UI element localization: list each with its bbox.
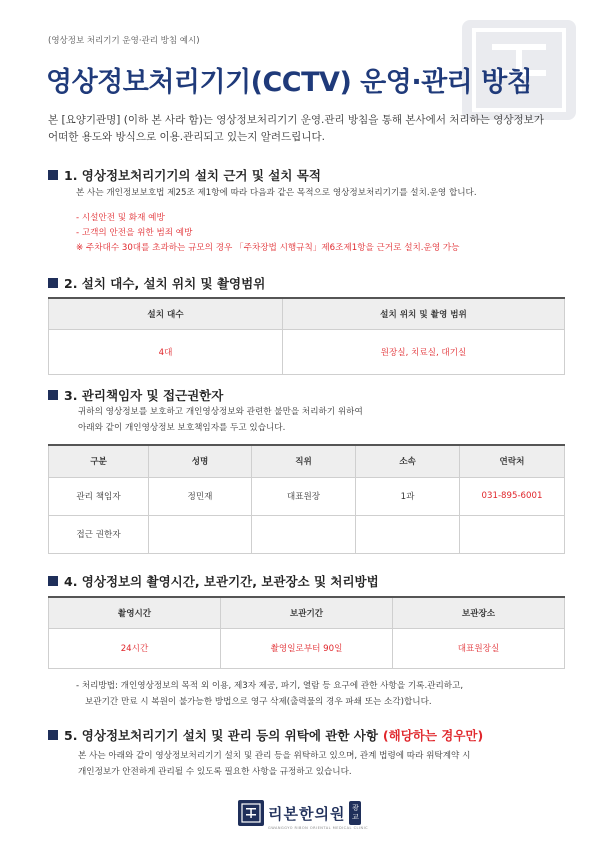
section-5-title-note: (해당하는 경우만) <box>382 728 484 743</box>
section-4-heading <box>48 572 379 590</box>
section-3-body-line-1: 귀하의 영상정보를 보호하고 개인영상정보와 관련한 불만을 처리하기 위하여 <box>78 407 363 417</box>
square-bullet-icon <box>48 278 58 288</box>
table-cell <box>460 515 565 553</box>
clinic-seal-icon <box>238 800 264 826</box>
list-item: - 시설안전 및 화재 예방 <box>76 213 165 223</box>
column-header: 소속 <box>356 445 460 477</box>
installation-table <box>48 297 565 375</box>
section-2-heading <box>48 274 265 292</box>
table-cell: 1과 <box>356 477 460 515</box>
column-header: 구분 <box>49 445 149 477</box>
column-header: 성명 <box>149 445 252 477</box>
table-cell: 정민재 <box>149 477 252 515</box>
section-1-body: 본 사는 개인정보보호법 제25조 제1항에 따라 다음과 같은 목적으로 영상정보처리기기를 설치.운영 합니다. <box>76 188 477 198</box>
intro-text <box>48 112 564 146</box>
table-cell: 4대 <box>49 329 283 374</box>
location-badge <box>349 801 361 825</box>
table-cell <box>252 515 356 553</box>
table-cell: 원장실, 치료실, 대기실 <box>283 329 565 374</box>
section-2-title: 2. 설치 대수, 설치 위치 및 촬영범위 <box>64 276 266 291</box>
column-header: 보관장소 <box>393 597 565 628</box>
top-note: (영상정보 처리기기 운영·관리 방침 예시) <box>48 36 200 46</box>
table-cell: 촬영일로부터 90일 <box>221 628 393 668</box>
clinic-logo <box>238 800 361 826</box>
section-4-note-line-2: 보관기간 만료 시 복원이 불가능한 방법으로 영구 삭제(출력물의 경우 파쇄 또는 소각)합니다. <box>85 697 432 707</box>
table-cell <box>356 515 460 553</box>
table-cell: 관리 책임자 <box>49 477 149 515</box>
column-header: 설치 대수 <box>49 298 283 329</box>
page-title: 영상정보처리기기(CCTV) 운영·관리 방침 <box>46 67 533 98</box>
clinic-name: 리본한의원 <box>268 804 346 823</box>
column-header: 보관기간 <box>221 597 393 628</box>
section-5-heading <box>48 726 483 744</box>
section-5-title: 5. 영상정보처리기기 설치 및 관리 등의 위탁에 관한 사항 <box>64 728 378 743</box>
table-cell: 24시간 <box>49 628 221 668</box>
table-row <box>49 477 565 515</box>
square-bullet-icon <box>48 170 58 180</box>
section-4-note-line-1: - 처리방법: 개인영상정보의 목적 외 이용, 제3자 제공, 파기, 열람 등 요구에 관한 사항을 기록.관리하고, <box>76 681 464 691</box>
section-3-title: 3. 관리책임자 및 접근권한자 <box>64 388 224 403</box>
section-4-title: 4. 영상정보의 촬영시간, 보관기간, 보관장소 및 처리방법 <box>64 574 379 589</box>
table-cell: 031-895-6001 <box>460 477 565 515</box>
table-row <box>49 628 565 668</box>
clinic-english-name: GWANGGYO RIBON ORIENTAL MEDICAL CLINIC <box>268 826 369 830</box>
square-bullet-icon <box>48 576 58 586</box>
list-item: - 고객의 안전을 위한 범죄 예방 <box>76 228 193 238</box>
section-3-body <box>78 404 363 436</box>
table-cell: 대표원장실 <box>393 628 565 668</box>
square-bullet-icon <box>48 730 58 740</box>
section-1-list <box>76 211 459 256</box>
intro-line-2: 어떠한 용도와 방식으로 이용.관리되고 있는지 알려드립니다. <box>48 131 325 143</box>
section-3-heading <box>48 386 223 404</box>
section-5-body-line-1: 본 사는 아래와 같이 영상정보처리기기 설치 및 관리 등을 위탁하고 있으며, 관계 법령에 따라 위탁계약 시 <box>78 751 471 761</box>
column-header: 촬영시간 <box>49 597 221 628</box>
badge-top-char: 광 <box>352 804 359 812</box>
column-header: 연락처 <box>460 445 565 477</box>
list-item: ※ 주차대수 30대를 초과하는 규모의 경우 「주차장법 시행규칙」제6조제1항을 근거로 설치.운영 가능 <box>76 243 460 253</box>
section-1-heading <box>48 166 321 184</box>
table-header-row <box>49 445 565 477</box>
section-1-title: 1. 영상정보처리기기의 설치 근거 및 설치 목적 <box>64 168 321 183</box>
column-header: 설치 위치 및 촬영 범위 <box>283 298 565 329</box>
table-cell: 접근 권한자 <box>49 515 149 553</box>
table-header-row <box>49 597 565 628</box>
badge-bottom-char: 교 <box>352 813 359 821</box>
table-cell <box>149 515 252 553</box>
intro-line-1: 본 [요양기관명] (이하 본 사라 함)는 영상정보처리기기 운영.관리 방침을 통해 본사에서 처리하는 영상정보가 <box>48 114 544 126</box>
section-5-body <box>78 748 470 780</box>
table-cell: 대표원장 <box>252 477 356 515</box>
manager-table <box>48 444 565 554</box>
square-bullet-icon <box>48 390 58 400</box>
table-row <box>49 329 565 374</box>
table-row <box>49 515 565 553</box>
table-header-row <box>49 298 565 329</box>
retention-table <box>48 596 565 669</box>
section-3-body-line-2: 아래와 같이 개인영상정보 보호책임자를 두고 있습니다. <box>78 423 286 433</box>
column-header: 직위 <box>252 445 356 477</box>
section-5-body-line-2: 개인정보가 안전하게 관리될 수 있도록 필요한 사항을 규정하고 있습니다. <box>78 767 352 777</box>
section-4-note <box>76 678 463 710</box>
